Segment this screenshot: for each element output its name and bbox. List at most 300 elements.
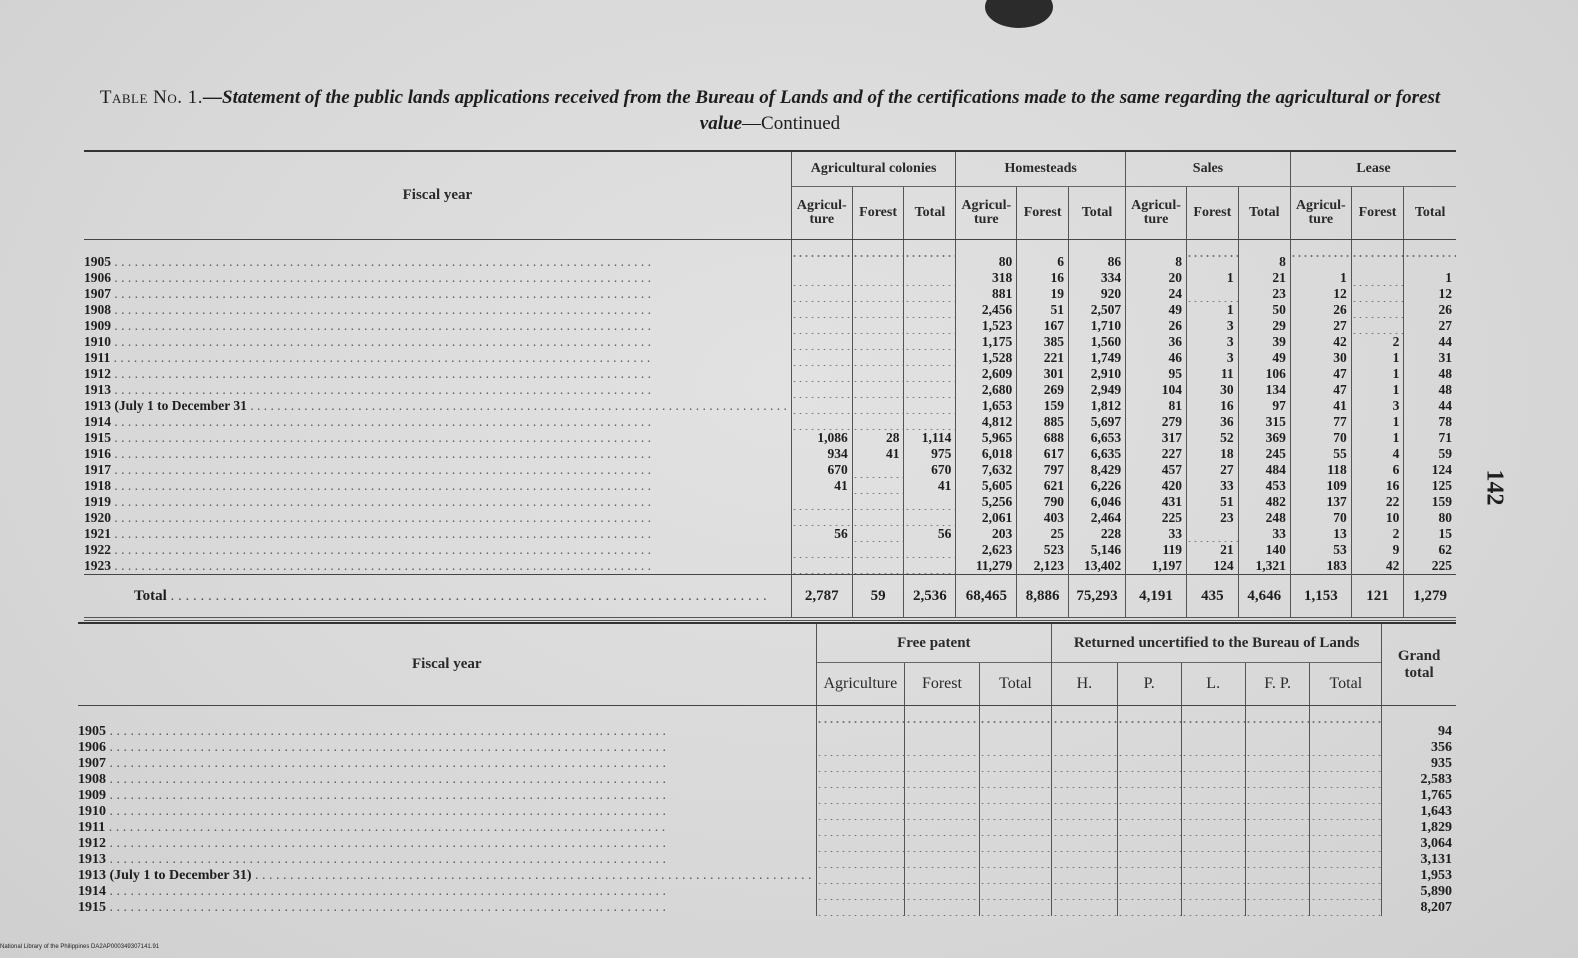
value-cell: 33 <box>1238 526 1290 542</box>
empty-cell <box>1052 788 1118 804</box>
value-cell: 1,749 <box>1068 350 1125 366</box>
empty-cell <box>905 772 980 788</box>
table-row <box>84 542 1456 558</box>
value-cell: 2 <box>1351 334 1404 350</box>
value-cell: 26 <box>1290 302 1351 318</box>
value-cell: 385 <box>1017 334 1069 350</box>
value-cell: 2,507 <box>1068 302 1125 318</box>
empty-cell <box>1181 852 1245 868</box>
subheader-2-4: P. <box>1117 663 1181 706</box>
total-value-cell: 75,293 <box>1068 575 1125 620</box>
grand-total-cell: 1,643 <box>1382 804 1456 820</box>
value-cell: 106 <box>1238 366 1290 382</box>
value-cell: 70 <box>1290 510 1351 526</box>
value-cell: 1,812 <box>1068 398 1125 414</box>
value-cell: 29 <box>1238 318 1290 334</box>
fiscal-year-label: 1913 <box>84 382 111 397</box>
fiscal-year-label: 1913 (July 1 to December 31) <box>78 868 252 883</box>
table-row <box>78 740 1456 756</box>
value-cell <box>904 542 956 558</box>
value-cell: 23 <box>1238 286 1290 302</box>
table-row <box>84 286 1456 302</box>
value-cell: 2 <box>1351 526 1404 542</box>
value-cell <box>791 334 852 350</box>
value-cell: 6,018 <box>956 446 1017 462</box>
value-cell: 51 <box>1186 494 1238 510</box>
value-cell <box>1186 526 1238 542</box>
total-value-cell: 1,279 <box>1404 575 1456 620</box>
empty-cell <box>1117 900 1181 916</box>
value-cell: 1 <box>1351 366 1404 382</box>
value-cell: 2,680 <box>956 382 1017 398</box>
fiscal-year-cell <box>84 542 791 558</box>
value-cell <box>1186 286 1238 302</box>
value-cell: 41 <box>791 478 852 494</box>
fiscal-year-label: 1910 <box>78 804 106 819</box>
empty-cell <box>1245 820 1310 836</box>
value-cell: 109 <box>1290 478 1351 494</box>
table-row <box>84 494 1456 510</box>
value-cell: 2,061 <box>956 510 1017 526</box>
empty-cell <box>1245 868 1310 884</box>
value-cell: 19 <box>1017 286 1069 302</box>
value-cell: 431 <box>1126 494 1187 510</box>
value-cell: 125 <box>1404 478 1456 494</box>
empty-cell <box>905 836 980 852</box>
empty-cell <box>979 740 1051 756</box>
empty-cell <box>816 740 905 756</box>
grand-total-cell: 356 <box>1382 740 1456 756</box>
grand-total-cell: 1,953 <box>1382 868 1456 884</box>
empty-cell <box>1181 900 1245 916</box>
fiscal-year-label: 1920 <box>84 510 111 525</box>
value-cell: 159 <box>1404 494 1456 510</box>
value-cell: 119 <box>1126 542 1187 558</box>
value-cell: 27 <box>1404 318 1456 334</box>
fiscal-year-label: 1915 <box>84 430 111 445</box>
value-cell: 18 <box>1186 446 1238 462</box>
empty-cell <box>979 836 1051 852</box>
value-cell: 245 <box>1238 446 1290 462</box>
value-cell <box>791 510 852 526</box>
value-cell: 484 <box>1238 462 1290 478</box>
empty-cell <box>1052 884 1118 900</box>
empty-cell <box>816 706 905 741</box>
empty-cell <box>1052 820 1118 836</box>
value-cell: 118 <box>1290 462 1351 478</box>
table-row <box>84 462 1456 478</box>
value-cell: 39 <box>1238 334 1290 350</box>
value-cell: 225 <box>1126 510 1187 526</box>
value-cell: 670 <box>904 462 956 478</box>
free-patent-table <box>78 622 1456 916</box>
value-cell: 1 <box>1404 270 1456 286</box>
value-cell <box>852 526 904 542</box>
value-cell: 920 <box>1068 286 1125 302</box>
fiscal-year-label: 1906 <box>84 270 111 285</box>
empty-cell <box>816 788 905 804</box>
fiscal-year-cell <box>84 318 791 334</box>
value-cell: 49 <box>1238 350 1290 366</box>
fiscal-year-label: 1913 (July 1 to December 31 <box>84 398 247 413</box>
value-cell: 2,464 <box>1068 510 1125 526</box>
value-cell: 5,256 <box>956 494 1017 510</box>
value-cell: 44 <box>1404 398 1456 414</box>
value-cell <box>904 350 956 366</box>
value-cell: 10 <box>1351 510 1404 526</box>
value-cell: 2,123 <box>1017 558 1069 575</box>
empty-cell <box>979 772 1051 788</box>
value-cell: 80 <box>956 240 1017 271</box>
value-cell: 13,402 <box>1068 558 1125 575</box>
value-cell: 183 <box>1290 558 1351 575</box>
grand-total-cell: 1,829 <box>1382 820 1456 836</box>
empty-cell <box>1310 804 1382 820</box>
value-cell: 670 <box>791 462 852 478</box>
empty-cell <box>1245 740 1310 756</box>
value-cell: 248 <box>1238 510 1290 526</box>
fiscal-year-header: Fiscal year <box>84 151 791 240</box>
subheader-lease-0: Agricul-ture <box>1290 187 1351 240</box>
empty-cell <box>1245 884 1310 900</box>
value-cell <box>852 318 904 334</box>
value-cell: 21 <box>1238 270 1290 286</box>
value-cell <box>852 302 904 318</box>
fiscal-year-cell <box>84 478 791 494</box>
group-header-sales: Sales <box>1126 151 1291 187</box>
total-value-cell: 121 <box>1351 575 1404 620</box>
empty-cell <box>816 772 905 788</box>
fiscal-year-cell <box>84 558 791 575</box>
empty-cell <box>1245 804 1310 820</box>
value-cell: 95 <box>1126 366 1187 382</box>
fiscal-year-cell <box>84 430 791 446</box>
value-cell <box>852 462 904 478</box>
value-cell <box>904 414 956 430</box>
empty-cell <box>905 740 980 756</box>
value-cell: 51 <box>1017 302 1069 318</box>
subheader-colonies-0: Agricul-ture <box>791 187 852 240</box>
value-cell: 52 <box>1186 430 1238 446</box>
grand-total-cell: 3,131 <box>1382 852 1456 868</box>
value-cell: 1,086 <box>791 430 852 446</box>
empty-cell <box>1245 852 1310 868</box>
value-cell: 16 <box>1351 478 1404 494</box>
value-cell: 5,605 <box>956 478 1017 494</box>
value-cell <box>852 542 904 558</box>
empty-cell <box>1117 706 1181 741</box>
empty-cell <box>1117 836 1181 852</box>
value-cell: 1,321 <box>1238 558 1290 575</box>
value-cell: 80 <box>1404 510 1456 526</box>
table-row <box>78 756 1456 772</box>
value-cell: 86 <box>1068 240 1125 271</box>
empty-cell <box>1052 852 1118 868</box>
empty-cell <box>1310 884 1382 900</box>
fiscal-year-cell <box>84 462 791 478</box>
fiscal-year-label: 1923 <box>84 558 111 573</box>
table-description: —Statement of the public lands applications received from the Bureau of Lands and of the certifications made to the same regarding the agricultural or forest value <box>203 87 1441 134</box>
value-cell: 26 <box>1126 318 1187 334</box>
value-cell: 4 <box>1351 446 1404 462</box>
table-row <box>78 804 1456 820</box>
value-cell <box>904 398 956 414</box>
value-cell: 221 <box>1017 350 1069 366</box>
value-cell: 56 <box>904 526 956 542</box>
group-header-lease: Lease <box>1290 151 1456 187</box>
value-cell: 16 <box>1186 398 1238 414</box>
value-cell: 797 <box>1017 462 1069 478</box>
empty-cell <box>1117 868 1181 884</box>
value-cell <box>1351 286 1404 302</box>
value-cell: 420 <box>1126 478 1187 494</box>
value-cell: 124 <box>1186 558 1238 575</box>
table-row <box>78 788 1456 804</box>
value-cell <box>791 286 852 302</box>
value-cell: 41 <box>904 478 956 494</box>
value-cell: 50 <box>1238 302 1290 318</box>
empty-cell <box>905 820 980 836</box>
value-cell: 56 <box>791 526 852 542</box>
value-cell: 41 <box>852 446 904 462</box>
value-cell: 48 <box>1404 382 1456 398</box>
value-cell: 42 <box>1290 334 1351 350</box>
group-header-returned: Returned uncertified to the Bureau of Lands <box>1052 623 1382 663</box>
fiscal-year-cell <box>78 804 816 820</box>
value-cell: 317 <box>1126 430 1187 446</box>
value-cell: 975 <box>904 446 956 462</box>
total-label: Total <box>134 588 167 604</box>
fiscal-year-label: 1909 <box>78 788 106 803</box>
empty-cell <box>1310 706 1382 741</box>
fiscal-year-cell <box>84 334 791 350</box>
empty-cell <box>979 706 1051 741</box>
value-cell <box>791 382 852 398</box>
empty-cell <box>1245 756 1310 772</box>
fiscal-year-cell <box>78 836 816 852</box>
value-cell <box>852 398 904 414</box>
value-cell: 47 <box>1290 382 1351 398</box>
value-cell: 6,046 <box>1068 494 1125 510</box>
subheader-lease-1: Forest <box>1351 187 1404 240</box>
empty-cell <box>1245 836 1310 852</box>
empty-cell <box>1052 772 1118 788</box>
value-cell: 203 <box>956 526 1017 542</box>
value-cell <box>852 270 904 286</box>
group-header-free-patent: Free patent <box>816 623 1052 663</box>
footer-credit: National Library of the Philippines DA2AP000349307141.91 <box>0 944 160 950</box>
table-row <box>78 706 1456 741</box>
grand-total-cell: 8,207 <box>1382 900 1456 916</box>
empty-cell <box>1117 884 1181 900</box>
value-cell <box>791 240 852 271</box>
table-title <box>85 85 1455 137</box>
value-cell: 30 <box>1186 382 1238 398</box>
group-header-homesteads: Homesteads <box>956 151 1126 187</box>
value-cell: 315 <box>1238 414 1290 430</box>
group-header-agricultural-colonies: Agricultural colonies <box>791 151 956 187</box>
empty-cell <box>905 788 980 804</box>
fiscal-year-label: 1922 <box>84 542 111 557</box>
value-cell <box>791 558 852 575</box>
empty-cell <box>1310 820 1382 836</box>
value-cell: 1 <box>1290 270 1351 286</box>
value-cell <box>852 558 904 575</box>
empty-cell <box>1052 836 1118 852</box>
value-cell: 225 <box>1404 558 1456 575</box>
table-row <box>78 884 1456 900</box>
empty-cell <box>1117 804 1181 820</box>
fiscal-year-cell <box>84 510 791 526</box>
empty-cell <box>1245 900 1310 916</box>
empty-cell <box>1117 772 1181 788</box>
value-cell: 3 <box>1186 350 1238 366</box>
empty-cell <box>1052 900 1118 916</box>
value-cell: 3 <box>1186 318 1238 334</box>
empty-cell <box>1117 740 1181 756</box>
value-cell <box>852 414 904 430</box>
value-cell: 2,456 <box>956 302 1017 318</box>
fiscal-year-header-2: Fiscal year <box>78 623 816 706</box>
table-row <box>78 868 1456 884</box>
value-cell: 11,279 <box>956 558 1017 575</box>
table-row <box>84 510 1456 526</box>
table-row <box>78 820 1456 836</box>
value-cell: 3 <box>1186 334 1238 350</box>
value-cell <box>904 366 956 382</box>
total-label-cell <box>84 575 791 620</box>
value-cell: 33 <box>1126 526 1187 542</box>
empty-cell <box>1117 756 1181 772</box>
value-cell: 46 <box>1126 350 1187 366</box>
value-cell <box>904 510 956 526</box>
value-cell: 41 <box>1290 398 1351 414</box>
grand-total-cell: 3,064 <box>1382 836 1456 852</box>
table-row <box>84 382 1456 398</box>
fiscal-year-cell <box>78 820 816 836</box>
value-cell <box>1186 240 1238 271</box>
value-cell: 59 <box>1404 446 1456 462</box>
value-cell: 7,632 <box>956 462 1017 478</box>
value-cell: 1,710 <box>1068 318 1125 334</box>
value-cell: 1,197 <box>1126 558 1187 575</box>
empty-cell <box>905 804 980 820</box>
value-cell <box>852 382 904 398</box>
applications-table <box>84 150 1456 621</box>
total-value-cell: 1,153 <box>1290 575 1351 620</box>
total-value-cell: 4,191 <box>1126 575 1187 620</box>
empty-cell <box>1117 852 1181 868</box>
value-cell: 30 <box>1290 350 1351 366</box>
fiscal-year-cell <box>84 398 791 414</box>
fiscal-year-cell <box>84 286 791 302</box>
fiscal-year-label: 1914 <box>78 884 106 899</box>
value-cell <box>791 398 852 414</box>
empty-cell <box>1181 884 1245 900</box>
empty-cell <box>816 852 905 868</box>
table-row <box>84 446 1456 462</box>
empty-cell <box>979 788 1051 804</box>
value-cell: 5,697 <box>1068 414 1125 430</box>
value-cell <box>791 366 852 382</box>
value-cell <box>852 334 904 350</box>
value-cell: 2,609 <box>956 366 1017 382</box>
value-cell <box>791 414 852 430</box>
subheader-2-6: F. P. <box>1245 663 1310 706</box>
value-cell: 885 <box>1017 414 1069 430</box>
subheader-2-3: H. <box>1052 663 1118 706</box>
value-cell: 5,146 <box>1068 542 1125 558</box>
value-cell: 1 <box>1351 414 1404 430</box>
value-cell: 318 <box>956 270 1017 286</box>
empty-cell <box>1181 868 1245 884</box>
empty-cell <box>979 868 1051 884</box>
fiscal-year-label: 1908 <box>84 302 111 317</box>
fiscal-year-cell <box>84 382 791 398</box>
total-value-cell: 8,886 <box>1017 575 1069 620</box>
value-cell: 44 <box>1404 334 1456 350</box>
value-cell: 47 <box>1290 366 1351 382</box>
fiscal-year-label: 1909 <box>84 318 111 333</box>
fiscal-year-cell <box>84 446 791 462</box>
value-cell: 6,653 <box>1068 430 1125 446</box>
value-cell: 1 <box>1351 382 1404 398</box>
subheader-sales-1: Forest <box>1186 187 1238 240</box>
value-cell: 13 <box>1290 526 1351 542</box>
empty-cell <box>1052 756 1118 772</box>
value-cell <box>1351 240 1404 271</box>
fiscal-year-cell <box>78 772 816 788</box>
fiscal-year-label: 1907 <box>78 756 106 771</box>
total-value-cell: 68,465 <box>956 575 1017 620</box>
fiscal-year-cell <box>84 240 791 271</box>
value-cell: 523 <box>1017 542 1069 558</box>
value-cell: 6 <box>1017 240 1069 271</box>
fiscal-year-cell <box>84 270 791 286</box>
total-value-cell: 4,646 <box>1238 575 1290 620</box>
fiscal-year-cell <box>84 350 791 366</box>
value-cell: 28 <box>852 430 904 446</box>
value-cell: 27 <box>1186 462 1238 478</box>
fiscal-year-cell <box>84 302 791 318</box>
value-cell: 301 <box>1017 366 1069 382</box>
table-row <box>84 334 1456 350</box>
fiscal-year-label: 1912 <box>84 366 111 381</box>
value-cell: 3 <box>1351 398 1404 414</box>
value-cell: 334 <box>1068 270 1125 286</box>
subheader-sales-2: Total <box>1238 187 1290 240</box>
value-cell: 1,175 <box>956 334 1017 350</box>
fiscal-year-cell <box>78 852 816 868</box>
value-cell: 22 <box>1351 494 1404 510</box>
value-cell <box>791 494 852 510</box>
value-cell: 2,949 <box>1068 382 1125 398</box>
empty-cell <box>979 756 1051 772</box>
table-row <box>84 414 1456 430</box>
fiscal-year-label: 1906 <box>78 740 106 755</box>
subheader-colonies-2: Total <box>904 187 956 240</box>
fiscal-year-cell <box>84 494 791 510</box>
value-cell <box>1404 240 1456 271</box>
value-cell: 1,560 <box>1068 334 1125 350</box>
fiscal-year-label: 1919 <box>84 494 111 509</box>
fiscal-year-label: 1905 <box>78 724 106 739</box>
value-cell <box>904 494 956 510</box>
value-cell: 688 <box>1017 430 1069 446</box>
empty-cell <box>1181 788 1245 804</box>
fiscal-year-label: 1914 <box>84 414 111 429</box>
value-cell: 2,910 <box>1068 366 1125 382</box>
